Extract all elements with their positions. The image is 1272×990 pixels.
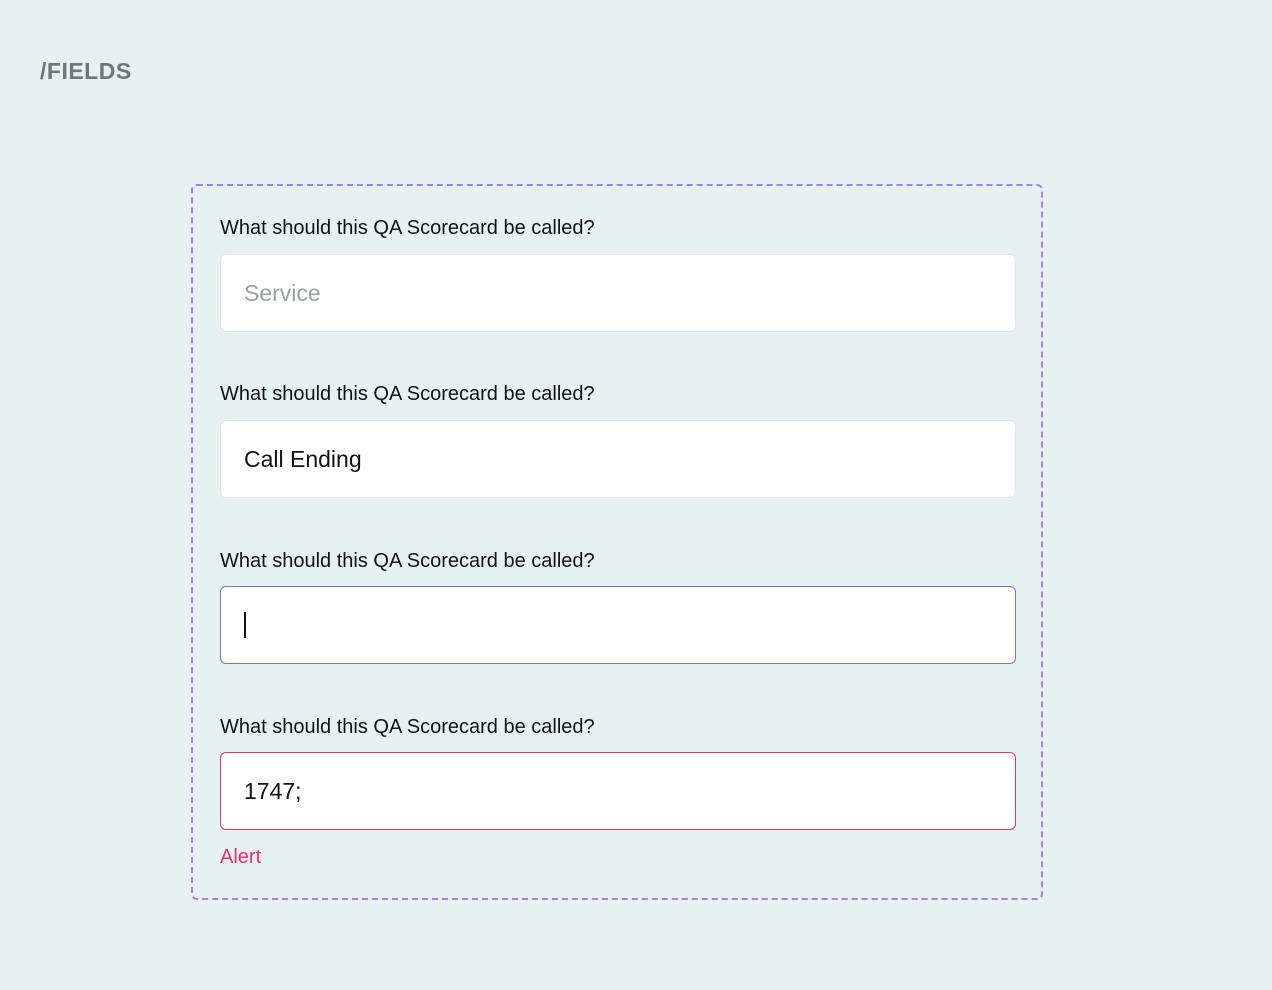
input-placeholder-text: Service	[244, 279, 321, 306]
input-value: 1747;	[244, 777, 302, 804]
field-label: What should this QA Scorecard be called?	[220, 716, 595, 738]
text-input-focused[interactable]	[220, 586, 1016, 664]
text-cursor	[244, 612, 246, 638]
field-label: What should this QA Scorecard be called?	[220, 217, 595, 239]
text-input-filled[interactable]	[220, 420, 1016, 498]
page-title: /FIELDS	[40, 58, 132, 84]
input-value: Call Ending	[244, 445, 362, 472]
field-alert-message: Alert	[220, 846, 262, 868]
text-input-error[interactable]	[220, 752, 1016, 830]
field-label: What should this QA Scorecard be called?	[220, 550, 595, 572]
field-label: What should this QA Scorecard be called?	[220, 383, 595, 405]
text-input-placeholder[interactable]	[220, 254, 1016, 332]
